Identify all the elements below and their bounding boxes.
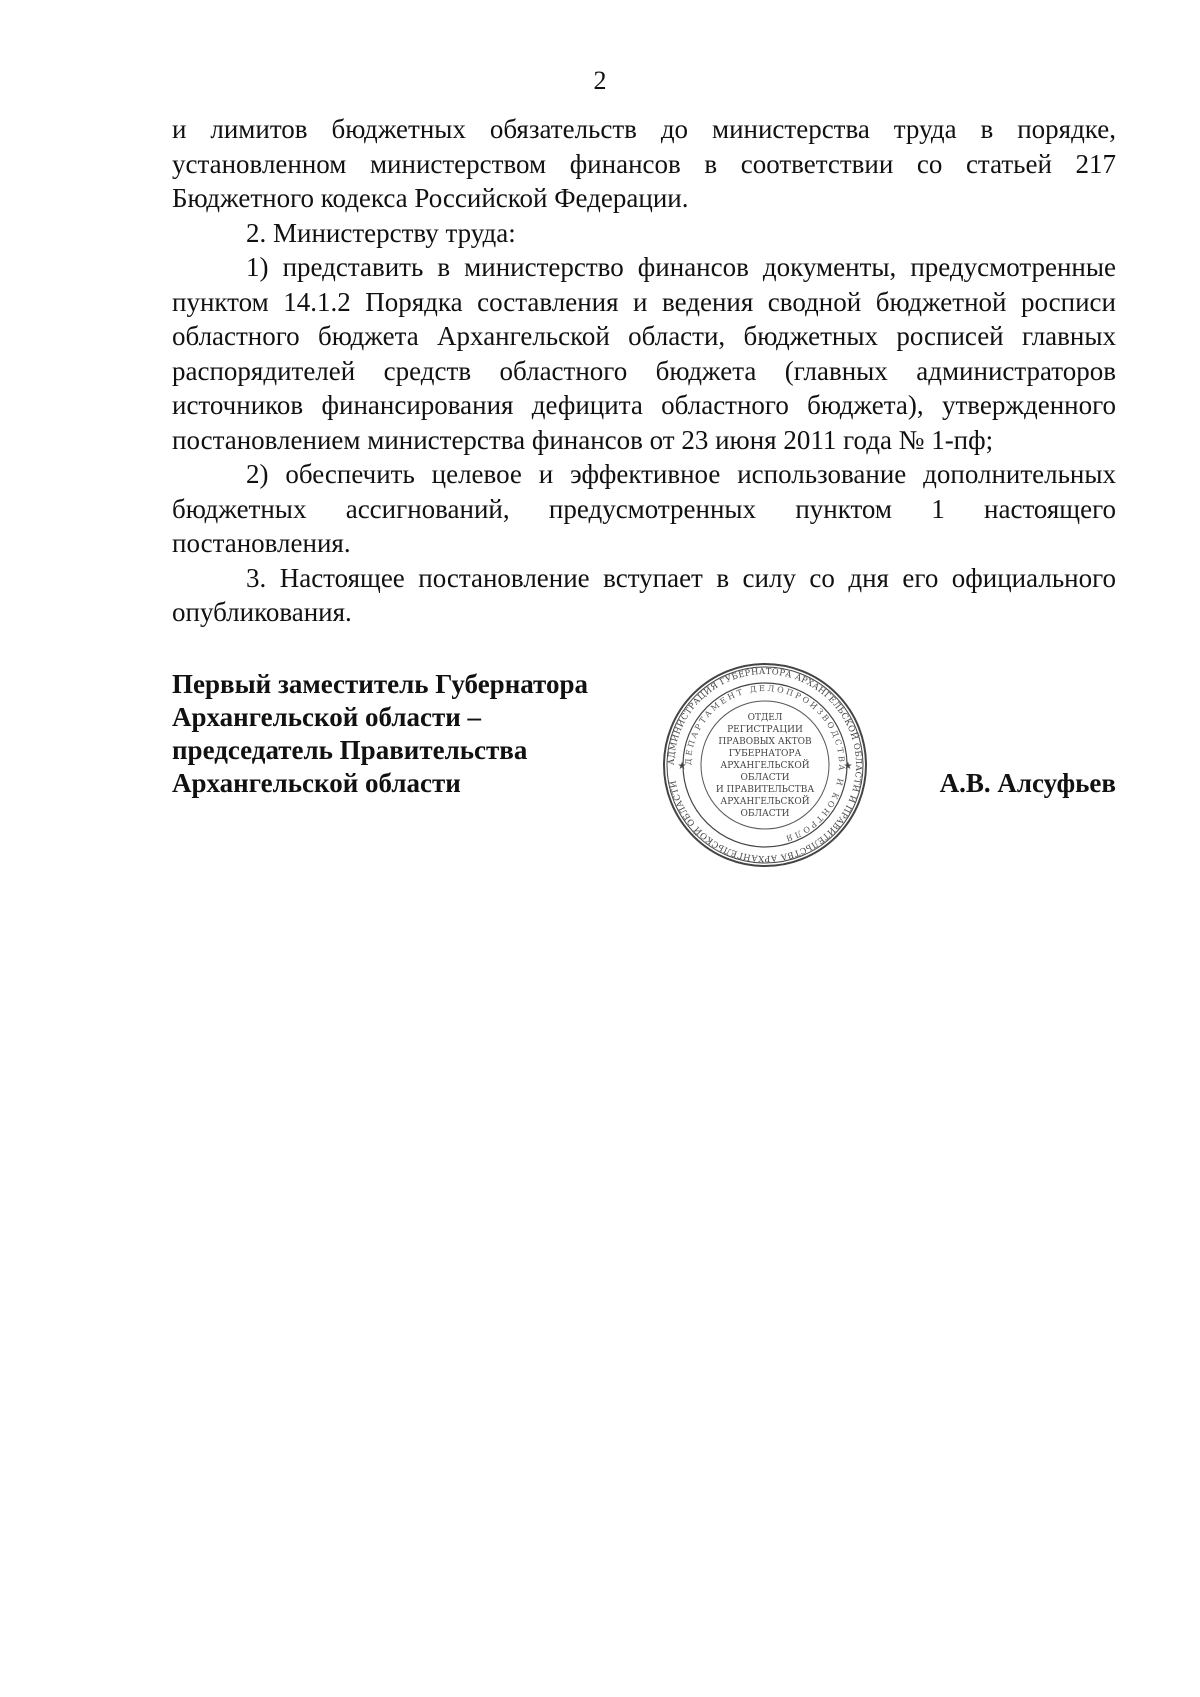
signatory-title-line: Первый заместитель Губернатора: [172, 669, 588, 699]
svg-text:ОТДЕЛ: ОТДЕЛ: [747, 713, 783, 723]
svg-text:АРХАНГЕЛЬСКОЙ: АРХАНГЕЛЬСКОЙ: [720, 797, 810, 807]
signatory-title: [172, 668, 592, 800]
page-number: 2: [593, 66, 607, 95]
paragraph-item-3: 3. Настоящее постановление вступает в силу со дня его официального опубликования.: [172, 562, 1116, 627]
seal-center-text: [716, 713, 815, 819]
paragraph-item-2-2: 2) обеспечить целевое и эффективное использование дополнительных бюджетных ассигнований, предусмотренных пунктом 1 настоящего постановления.: [172, 459, 1116, 558]
signatory-title-line: председатель Правительства: [172, 735, 528, 765]
svg-text:АРХАНГЕЛЬСКОЙ: АРХАНГЕЛЬСКОЙ: [720, 761, 810, 771]
seal-star-icon: ★: [677, 761, 687, 772]
seal-inner-ring-text: ДЕПАРТАМЕНТ ДЕЛОПРОИЗВОДСТВА И КОНТРОЛЯ: [683, 683, 847, 844]
paragraph-item-2: 2. Министерству труда:: [246, 217, 516, 248]
svg-text:ПРАВОВЫХ АКТОВ: ПРАВОВЫХ АКТОВ: [718, 737, 812, 747]
paragraph-item-2-1: 1) представить в министерство финансов документы, предусмотренные пунктом 14.1.2 Порядка составления и ведения сводной бюджетной росписи областного бюджета Архангельской области, бюджетных росписей главных распорядителей средств областного бюджета (главных администраторов источников финансирования дефицита областного бюджета), утвержденного постановлением министерства финансов от 23 июня 2011 года № 1-пф;: [172, 252, 1116, 455]
seal-ring-text: АДМИНИСТРАЦИЯ ГУБЕРНАТОРА АРХАНГЕЛЬСКОЙ ОБЛАСТИ И ПРАВИТЕЛЬСТВА АРХАНГЕЛЬСКОЙ ОБЛАСТИ: [665, 665, 865, 865]
signatory-title-line: Архангельской области –: [172, 702, 482, 732]
signatory-title-line: Архангельской области: [172, 768, 461, 798]
paragraph-continuation: и лимитов бюджетных обязательств до министерства труда в порядке, установленном министерством финансов в соответствии со статьей 217 Бюджетного кодекса Российской Федерации.: [172, 114, 1116, 213]
document-body: [172, 112, 1116, 630]
svg-text:ОБЛАСТИ: ОБЛАСТИ: [740, 809, 790, 819]
svg-text:ГУБЕРНАТОРА: ГУБЕРНАТОРА: [728, 749, 802, 759]
svg-text:И ПРАВИТЕЛЬСТВА: И ПРАВИТЕЛЬСТВА: [715, 785, 815, 795]
seal-star-icon: ★: [843, 761, 853, 772]
signatory-name: А.В. Алсуфьев: [939, 768, 1116, 798]
official-seal: [660, 660, 870, 870]
svg-text:ОБЛАСТИ: ОБЛАСТИ: [740, 773, 790, 783]
svg-text:РЕГИСТРАЦИИ: РЕГИСТРАЦИИ: [727, 725, 803, 735]
